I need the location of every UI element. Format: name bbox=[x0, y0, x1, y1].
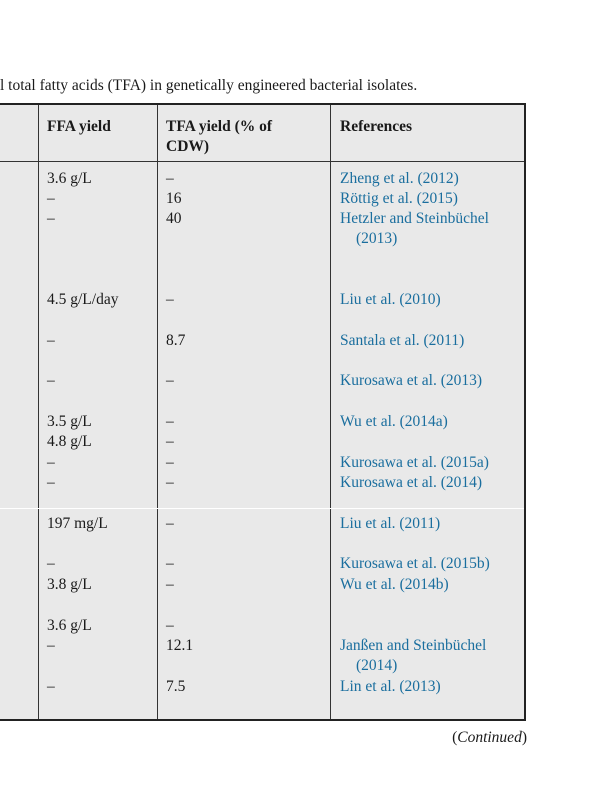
cell-tfa-yield: 40 bbox=[166, 210, 182, 227]
reference-link[interactable]: Hetzler and Steinbüchel bbox=[340, 210, 489, 227]
cell-tfa-yield: – bbox=[166, 555, 174, 572]
reference-link[interactable]: Lin et al. (2013) bbox=[340, 678, 441, 695]
reference-link-continuation[interactable]: (2014) bbox=[356, 657, 398, 674]
header-ffa-yield: FFA yield bbox=[47, 118, 111, 135]
reference-link[interactable]: Santala et al. (2011) bbox=[340, 332, 465, 349]
cell-ffa-yield: – bbox=[47, 678, 55, 695]
cell-ffa-yield: 3.8 g/L bbox=[47, 576, 92, 593]
reference-link[interactable]: Kurosawa et al. (2014) bbox=[340, 474, 483, 491]
cell-tfa-yield: – bbox=[166, 372, 174, 389]
cell-ffa-yield: – bbox=[47, 372, 55, 389]
cell-tfa-yield: 7.5 bbox=[166, 678, 186, 695]
cell-tfa-yield: – bbox=[166, 413, 174, 430]
reference-link[interactable]: Wu et al. (2014b) bbox=[340, 576, 449, 593]
cell-tfa-yield: – bbox=[166, 433, 174, 450]
header-tfa-yield bbox=[166, 117, 272, 157]
reference-link-continuation[interactable]: (2013) bbox=[356, 230, 398, 247]
cell-ffa-yield: – bbox=[47, 210, 55, 227]
column-divider bbox=[330, 105, 331, 719]
reference-link[interactable]: Röttig et al. (2015) bbox=[340, 190, 458, 207]
cell-ffa-yield: 4.5 g/L/day bbox=[47, 291, 119, 308]
cell-tfa-yield: – bbox=[166, 617, 174, 634]
cell-ffa-yield: – bbox=[47, 190, 55, 207]
cell-tfa-yield: – bbox=[166, 170, 174, 187]
cell-ffa-yield: – bbox=[47, 555, 55, 572]
header-references: References bbox=[340, 118, 413, 135]
group-separator bbox=[0, 508, 524, 509]
reference-link[interactable]: Kurosawa et al. (2015a) bbox=[340, 454, 489, 471]
cell-ffa-yield: 4.8 g/L bbox=[47, 433, 92, 450]
continued-label: Continued bbox=[457, 729, 522, 746]
column-divider bbox=[38, 105, 39, 719]
data-table bbox=[0, 103, 526, 721]
cell-ffa-yield: – bbox=[47, 454, 55, 471]
cell-tfa-yield: – bbox=[166, 474, 174, 491]
table-caption: l total fatty acids (TFA) in genetically engineered bacterial isolates. bbox=[0, 77, 418, 94]
header-divider bbox=[0, 161, 524, 162]
header-tfa-line2: CDW) bbox=[166, 138, 210, 155]
reference-link[interactable]: Liu et al. (2010) bbox=[340, 291, 441, 308]
cell-ffa-yield: – bbox=[47, 332, 55, 349]
cell-tfa-yield: 16 bbox=[166, 190, 182, 207]
cell-ffa-yield: 3.6 g/L bbox=[47, 617, 92, 634]
continued-note: (Continued) bbox=[452, 729, 527, 746]
cell-tfa-yield: – bbox=[166, 454, 174, 471]
cell-tfa-yield: – bbox=[166, 576, 174, 593]
reference-link[interactable]: Liu et al. (2011) bbox=[340, 515, 441, 532]
reference-link[interactable]: Janßen and Steinbüchel bbox=[340, 637, 487, 654]
column-divider bbox=[157, 105, 158, 719]
cell-tfa-yield: – bbox=[166, 515, 174, 532]
reference-link[interactable]: Kurosawa et al. (2015b) bbox=[340, 555, 490, 572]
reference-link[interactable]: Kurosawa et al. (2013) bbox=[340, 372, 483, 389]
cell-ffa-yield: – bbox=[47, 474, 55, 491]
cell-tfa-yield: 8.7 bbox=[166, 332, 186, 349]
cell-ffa-yield: 3.6 g/L bbox=[47, 170, 92, 187]
cell-tfa-yield: – bbox=[166, 291, 174, 308]
cell-ffa-yield: 197 mg/L bbox=[47, 515, 108, 532]
cell-tfa-yield: 12.1 bbox=[166, 637, 194, 654]
header-tfa-line1: TFA yield (% of bbox=[166, 118, 273, 135]
cell-ffa-yield: – bbox=[47, 637, 55, 654]
reference-link[interactable]: Zheng et al. (2012) bbox=[340, 170, 459, 187]
reference-link[interactable]: Wu et al. (2014a) bbox=[340, 413, 448, 430]
cell-ffa-yield: 3.5 g/L bbox=[47, 413, 92, 430]
